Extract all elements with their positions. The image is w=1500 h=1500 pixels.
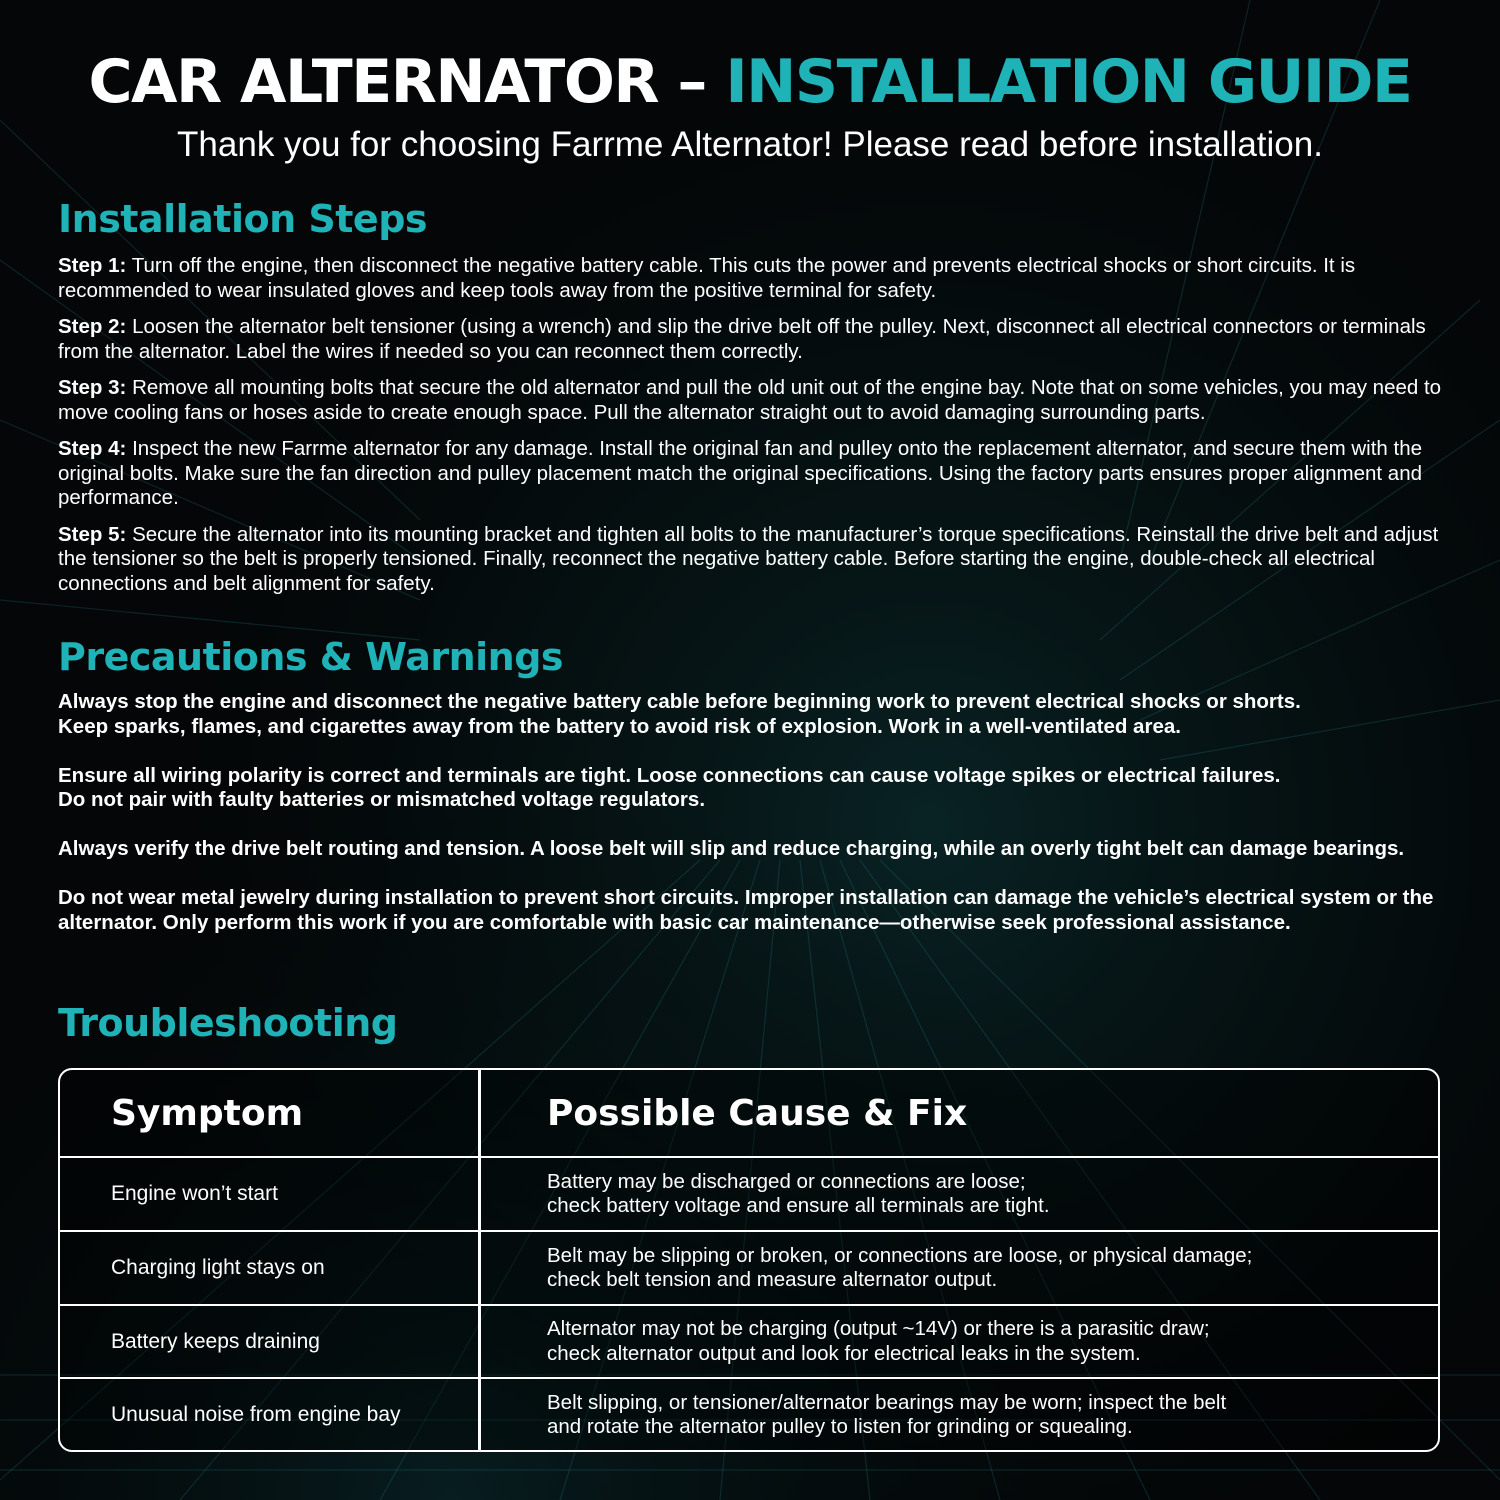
- warning-line-1: Always stop the engine and disconnect the negative battery cable before beginning work to prevent electrical shocks or shorts.: [58, 690, 1301, 713]
- warning-item: [58, 886, 1468, 935]
- table-row: [60, 1304, 1438, 1377]
- table-header-row: [60, 1070, 1438, 1156]
- warning-line-1: Ensure all wiring polarity is correct and terminals are tight. Loose connections can cause voltage spikes or electrical failures.: [58, 763, 1281, 787]
- page-title-part2: INSTALLATION GUIDE: [725, 47, 1412, 117]
- fix-line-1: Battery may be discharged or connections are loose;: [547, 1169, 1026, 1193]
- precautions-heading: Precautions & Warnings: [58, 635, 564, 679]
- step-2: [58, 315, 1448, 364]
- fix-line-2: check alternator output and look for electrical leaks in the system.: [547, 1341, 1141, 1365]
- step-label: Step 5:: [58, 522, 127, 546]
- installation-steps-list: [58, 254, 1448, 608]
- symptom-cell: Battery keeps draining: [111, 1329, 320, 1353]
- symptom-cell: Unusual noise from engine bay: [111, 1403, 401, 1426]
- step-text: Inspect the new Farrme alternator for any damage. Install the original fan and pulley onto the replacement alternator, and secure them with the original bolts. Make sure the fan direction and pulley placement match the original specifications. Using the factory parts ensures proper alignment and performance.: [58, 437, 1423, 509]
- step-label: Step 2:: [58, 315, 127, 338]
- warning-item: [58, 837, 1468, 862]
- troubleshooting-table: [58, 1068, 1440, 1452]
- symptom-cell: Charging light stays on: [111, 1256, 325, 1279]
- page-subtitle: Thank you for choosing Farrme Alternator! Please read before installation.: [177, 125, 1323, 164]
- table-row: [60, 1230, 1438, 1304]
- fix-line-2: and rotate the alternator pulley to listen for grinding or squealing.: [547, 1415, 1133, 1438]
- warning-item: [58, 690, 1468, 739]
- step-label: Step 3:: [58, 376, 127, 399]
- fix-line-1: Alternator may not be charging (output ~14V) or there is a parasitic draw;: [547, 1317, 1210, 1340]
- troubleshooting-heading: Troubleshooting: [58, 1001, 398, 1045]
- step-3: [58, 376, 1448, 425]
- step-text: Loosen the alternator belt tensioner (using a wrench) and slip the drive belt off the pulley. Next, disconnect all electrical connectors or terminals from the alternator. Label the wires if needed so you can reconnect them correctly.: [58, 315, 1426, 363]
- fix-line-1: Belt slipping, or tensioner/alternator bearings may be worn; inspect the belt: [547, 1390, 1227, 1414]
- table-row: [60, 1156, 1438, 1230]
- step-4: [58, 437, 1448, 511]
- installation-steps-heading: Installation Steps: [58, 197, 428, 241]
- step-text: Secure the alternator into its mounting bracket and tighten all bolts to the manufacturer’s torque specifications. Reinstall the drive belt and adjust the tensioner so the belt is properly tensioned. Finally, reconnect the negative battery cable. Before starting the engine, double-check all electrical connections and belt alignment for safety.: [58, 522, 1439, 595]
- symptom-cell: Engine won’t start: [111, 1182, 278, 1205]
- symptom-column-header: Symptom: [111, 1092, 304, 1134]
- step-5: [58, 523, 1448, 597]
- step-label: Step 4:: [58, 437, 127, 460]
- warning-item: [58, 764, 1468, 813]
- step-label: Step 1:: [58, 254, 127, 277]
- page-title: [0, 44, 1500, 120]
- cause-fix-cell: [547, 1232, 1417, 1304]
- cause-fix-cell: [547, 1379, 1417, 1451]
- precautions-list: [58, 690, 1468, 960]
- step-text: Remove all mounting bolts that secure the old alternator and pull the old unit out of the engine bay. Note that on some vehicles, you may need to move cooling fans or hoses aside to create enough space. Pull the alternator straight out to avoid damaging surrounding parts.: [58, 376, 1442, 424]
- step-text: Turn off the engine, then disconnect the negative battery cable. This cuts the power and prevents electrical shocks or short circuits. It is recommended to wear insulated gloves and keep tools away from the positive terminal for safety.: [58, 254, 1356, 302]
- warning-line-1: Always verify the drive belt routing and tension. A loose belt will slip and reduce charging, while an overly tight belt can damage bearings.: [58, 837, 1405, 860]
- step-1: [58, 254, 1448, 303]
- fix-line-2: check belt tension and measure alternator output.: [547, 1268, 998, 1291]
- cause-fix-cell: [547, 1158, 1417, 1230]
- fix-line-2: check battery voltage and ensure all terminals are tight.: [547, 1194, 1050, 1217]
- page-title-part1: CAR ALTERNATOR –: [88, 47, 706, 117]
- warning-line-2: Do not pair with faulty batteries or mismatched voltage regulators.: [58, 788, 706, 811]
- table-row: [60, 1377, 1438, 1451]
- warning-line-2: Keep sparks, flames, and cigarettes away from the battery to avoid risk of explosion. Work in a well-ventilated area.: [58, 714, 1181, 738]
- cause-fix-cell: [547, 1306, 1417, 1377]
- cause-fix-column-header: Possible Cause & Fix: [547, 1092, 968, 1134]
- warning-line-1: Do not wear metal jewelry during installation to prevent short circuits. Improper installation can damage the vehicle’s electrical system or the alternator. Only perform this work if you are comfortable with basic car maintenance—otherwise seek professional assistance.: [58, 886, 1434, 934]
- fix-line-1: Belt may be slipping or broken, or connections are loose, or physical damage;: [547, 1243, 1253, 1267]
